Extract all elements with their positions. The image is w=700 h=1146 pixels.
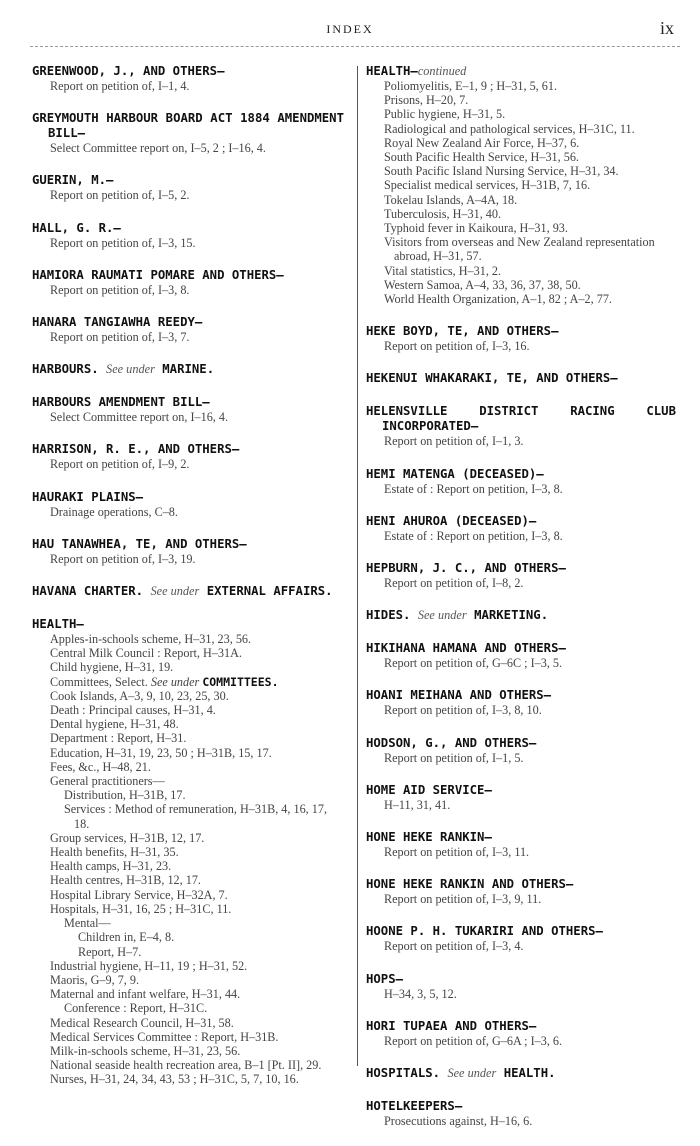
entry-subentry: Apples-in-schools scheme, H–31, 23, 56. xyxy=(50,632,252,647)
entry-heading xyxy=(366,608,676,623)
entry-heading: HAMIORA RAUMATI POMARE AND OTHERS— xyxy=(32,267,284,282)
entry-heading: HAURAKI PLAINS— xyxy=(32,489,144,504)
index-entry xyxy=(366,830,676,859)
index-entry xyxy=(366,371,676,386)
cross-reference: COMMITTEES. xyxy=(202,674,279,689)
index-entry xyxy=(32,362,344,377)
entry-heading: HOPS— xyxy=(366,971,404,986)
entry-heading: HONE HEKE RANKIN— xyxy=(366,830,492,845)
cross-reference: MARKETING. xyxy=(474,608,549,623)
index-entry xyxy=(32,173,344,202)
index-entry xyxy=(32,537,344,566)
entry-subentry xyxy=(36,675,344,689)
entry-subentry: Report on petition of, I–1, 4. xyxy=(50,79,190,93)
entry-subentry: Tuberculosis, H–31, 40. xyxy=(384,206,502,221)
index-entry-health xyxy=(32,617,344,1087)
entry-subentry: Fees, &c., H–48, 21. xyxy=(50,759,151,774)
entry-heading: GREYMOUTH HARBOUR BOARD ACT 1884 AMENDMENT BILL— xyxy=(32,111,344,141)
entry-subentry: Services : Method of remuneration, H–31B, 4, 16, 17, 18. xyxy=(64,802,328,831)
entry-subentry: Vital statistics, H–31, 2. xyxy=(384,263,502,278)
left-column xyxy=(32,64,344,1105)
entry-subentry: Prisons, H–20, 7. xyxy=(384,93,469,108)
index-entry xyxy=(366,688,676,717)
entry-subentry: Hospital Library Service, H–32A, 7. xyxy=(50,887,228,902)
entry-subentry: Report on petition of, I–3, 16. xyxy=(384,339,530,354)
entry-subentry: South Pacific Health Service, H–31, 56. xyxy=(384,150,579,165)
entry-subentry: Radiological and pathological services, H–31C, 11. xyxy=(384,121,635,136)
entry-subentry: Hospitals, H–31, 16, 25 ; H–31C, 11. xyxy=(50,901,232,916)
entry-subentry: Dental hygiene, H–31, 48. xyxy=(50,717,179,732)
index-entry xyxy=(32,221,344,250)
heading-text: HAVANA CHARTER. xyxy=(32,584,144,599)
entry-subentry: Report on petition of, I–3, 11. xyxy=(384,845,530,860)
see-under-note: See under xyxy=(106,362,155,377)
entry-heading: HAU TANAWHEA, TE, AND OTHERS— xyxy=(32,536,247,551)
entry-heading: HOTELKEEPERS— xyxy=(366,1099,463,1114)
entry-heading: HOME AID SERVICE— xyxy=(366,782,492,797)
entry-subentry: Report on petition of, I–3, 8, 10. xyxy=(384,703,542,718)
index-entry xyxy=(32,64,344,93)
entry-heading xyxy=(32,362,344,377)
entry-heading: HEKENUI WHAKARAKI, TE, AND OTHERS— xyxy=(366,371,618,386)
entry-subentry: Medical Research Council, H–31, 58. xyxy=(50,1015,234,1030)
entry-subentry: Drainage operations, C–8. xyxy=(50,504,178,519)
entry-subentry: Royal New Zealand Air Force, H–37, 6. xyxy=(384,135,580,150)
entry-subentry: Mental— xyxy=(64,916,111,931)
entry-heading xyxy=(32,584,344,599)
entry-subentry: Industrial hygiene, H–11, 19 ; H–31, 52. xyxy=(50,958,248,973)
entry-subentry: Report on petition of, I–3, 19. xyxy=(50,551,196,566)
entry-subentry: World Health Organization, A–1, 82 ; A–2, 77. xyxy=(384,292,612,307)
index-entry xyxy=(366,641,676,670)
index-entry xyxy=(366,1019,676,1048)
entry-heading: GUERIN, M.— xyxy=(32,173,114,188)
entry-subentry: Estate of : Report on petition, I–3, 8. xyxy=(384,528,563,543)
header-rule xyxy=(30,46,680,47)
index-entry xyxy=(366,736,676,765)
see-under-note: See under xyxy=(447,1066,497,1081)
entry-subentry: Report on petition of, I–3, 8. xyxy=(50,282,190,297)
index-entry xyxy=(32,584,344,599)
index-entry xyxy=(366,1099,676,1128)
column-divider xyxy=(357,66,358,1066)
cross-reference: EXTERNAL AFFAIRS. xyxy=(206,584,333,599)
index-entry xyxy=(366,467,676,496)
index-entry xyxy=(366,561,676,590)
index-entry xyxy=(32,111,344,155)
entry-heading: HOANI MEIHANA AND OTHERS— xyxy=(366,688,552,703)
entry-subentry: Specialist medical services, H–31B, 7, 16. xyxy=(384,178,591,193)
entry-heading: HALL, G. R.— xyxy=(32,220,121,235)
entry-subentry: Death : Principal causes, H–31, 4. xyxy=(50,703,216,718)
entry-subentry: Report on petition of, I–3, 9, 11. xyxy=(384,892,542,907)
entry-subentry: Report on petition of, I–9, 2. xyxy=(50,457,190,472)
entry-heading: HEALTH— xyxy=(32,617,84,632)
index-entry xyxy=(32,268,344,297)
entry-subentry: Report on petition of, G–6A ; I–3, 6. xyxy=(384,1033,563,1048)
entry-subentry: Tokelau Islands, A–4A, 18. xyxy=(384,192,518,207)
entry-subentry: Central Milk Council : Report, H–31A. xyxy=(50,646,242,661)
index-entry-health-continued xyxy=(366,64,676,306)
entry-subentry: Group services, H–31B, 12, 17. xyxy=(50,830,205,845)
cross-reference: MARINE. xyxy=(162,362,215,377)
entry-heading: HODSON, G., AND OTHERS— xyxy=(366,735,537,750)
entry-heading: HEMI MATENGA (DECEASED)— xyxy=(366,466,544,481)
entry-subentry: Report on petition of, I–1, 3. xyxy=(384,434,524,449)
entry-subentry: Report on petition of, I–3, 15. xyxy=(50,235,196,250)
entry-heading: GREENWOOD, J., AND OTHERS— xyxy=(32,64,225,78)
index-entry xyxy=(32,395,344,424)
entry-subentry: Report on petition of, G–6C ; I–3, 5. xyxy=(384,656,563,671)
entry-heading: HARRISON, R. E., AND OTHERS— xyxy=(32,442,240,457)
heading-text: HEALTH— xyxy=(366,64,418,78)
entry-subentry: Estate of : Report on petition, I–3, 8. xyxy=(384,481,563,496)
entry-subentry: Nurses, H–31, 24, 34, 43, 53 ; H–31C, 5, 7, 10, 16. xyxy=(50,1072,299,1087)
cross-reference: HEALTH. xyxy=(503,1066,556,1081)
entry-heading: HEKE BOYD, TE, AND OTHERS— xyxy=(366,324,559,339)
entry-heading: HOONE P. H. TUKARIRI AND OTHERS— xyxy=(366,924,603,939)
index-entry xyxy=(366,1066,676,1081)
entry-subentry: Report on petition of, I–1, 5. xyxy=(384,750,524,765)
index-entry xyxy=(366,514,676,543)
entry-heading: HONE HEKE RANKIN AND OTHERS— xyxy=(366,877,574,892)
right-column xyxy=(366,64,676,1146)
entry-subentry: Report, H–7. xyxy=(78,944,142,959)
entry-subentry: Cook Islands, A–3, 9, 10, 23, 25, 30. xyxy=(50,688,229,703)
heading-text: HOSPITALS. xyxy=(366,1066,441,1081)
subentry-text: Committees, Select. xyxy=(50,674,148,689)
index-entry xyxy=(366,877,676,906)
heading-text: HIDES. xyxy=(366,608,411,623)
entry-subentry: Education, H–31, 19, 23, 50 ; H–31B, 15, 17. xyxy=(50,745,272,760)
index-entry xyxy=(366,972,676,1001)
index-entry xyxy=(32,490,344,519)
entry-subentry: Children in, E–4, 8. xyxy=(78,930,175,945)
entry-subentry: H–11, 31, 41. xyxy=(384,797,451,812)
entry-subentry: H–34, 3, 5, 12. xyxy=(384,986,457,1001)
see-under-note: See under xyxy=(150,584,200,599)
continued-note: continued xyxy=(417,64,467,78)
entry-heading: HEPBURN, J. C., AND OTHERS— xyxy=(366,561,566,576)
entry-subentry: Western Samoa, A–4, 33, 36, 37, 38, 50. xyxy=(384,277,581,292)
entry-subentry: Public hygiene, H–31, 5. xyxy=(384,107,506,122)
entry-subentry: Health camps, H–31, 23. xyxy=(50,859,172,874)
see-under-note: See under xyxy=(417,608,467,623)
entry-subentry: Conference : Report, H–31C. xyxy=(64,1001,208,1016)
entry-subentry: Typhoid fever in Kaikoura, H–31, 93. xyxy=(384,221,568,236)
index-entry xyxy=(366,608,676,623)
entry-subentry: Select Committee report on, I–5, 2 ; I–16, 4. xyxy=(50,141,266,156)
entry-heading: HORI TUPAEA AND OTHERS— xyxy=(366,1018,537,1033)
entry-subentry: South Pacific Island Nursing Service, H–31, 34. xyxy=(384,164,619,179)
entry-subentry: Child hygiene, H–31, 19. xyxy=(50,660,174,675)
entry-subentry: Milk-in-schools scheme, H–31, 23, 56. xyxy=(50,1043,241,1058)
entry-subentry: Health centres, H–31B, 12, 17. xyxy=(50,873,201,888)
entry-heading xyxy=(366,64,676,79)
entry-heading: HANARA TANGIAWHA REEDY— xyxy=(32,315,203,330)
index-entry xyxy=(366,324,676,353)
entry-heading: HARBOURS AMENDMENT BILL— xyxy=(32,395,210,410)
entry-heading: HENI AHUROA (DECEASED)— xyxy=(366,513,537,528)
entry-subentry: Maternal and infant welfare, H–31, 44. xyxy=(50,987,241,1002)
entry-subentry: Poliomyelitis, E–1, 9 ; H–31, 5, 61. xyxy=(384,79,557,93)
entry-subentry: National seaside health recreation area, B–1 [Pt. II], 29. xyxy=(50,1058,322,1073)
entry-subentry: General practitioners— xyxy=(50,774,165,789)
index-entry xyxy=(366,404,676,448)
page-title: INDEX xyxy=(326,22,374,36)
index-entry xyxy=(366,924,676,953)
entry-heading: HELENSVILLE DISTRICT RACING CLUB INCORPORATED— xyxy=(366,404,676,434)
index-entry xyxy=(366,783,676,812)
entry-subentry: Medical Services Committee : Report, H–31B. xyxy=(50,1029,279,1044)
heading-text: HARBOURS. xyxy=(32,362,99,377)
entry-subentry: Visitors from overseas and New Zealand representation abroad, H–31, 57. xyxy=(384,235,655,264)
entry-subentry: Department : Report, H–31. xyxy=(50,731,187,746)
see-under-note: See under xyxy=(150,674,200,689)
entry-subentry: Prosecutions against, H–16, 6. xyxy=(384,1114,533,1129)
page-header xyxy=(0,0,700,40)
entry-subentry: Distribution, H–31B, 17. xyxy=(64,788,186,803)
entry-subentry: Maoris, G–9, 7, 9. xyxy=(50,972,140,987)
entry-subentry: Select Committee report on, I–16, 4. xyxy=(50,410,229,425)
entry-subentry: Report on petition of, I–3, 7. xyxy=(50,330,190,345)
entry-subentry: Report on petition of, I–5, 2. xyxy=(50,188,190,203)
page-number: ix xyxy=(659,18,674,38)
entry-heading xyxy=(366,1066,676,1081)
index-entry xyxy=(32,315,344,344)
entry-subentry: Report on petition of, I–3, 4. xyxy=(384,939,524,954)
entry-subentry: Health benefits, H–31, 35. xyxy=(50,845,179,860)
index-entry xyxy=(32,442,344,471)
entry-subentry: Report on petition of, I–8, 2. xyxy=(384,576,524,591)
entry-heading: HIKIHANA HAMANA AND OTHERS— xyxy=(366,641,566,656)
